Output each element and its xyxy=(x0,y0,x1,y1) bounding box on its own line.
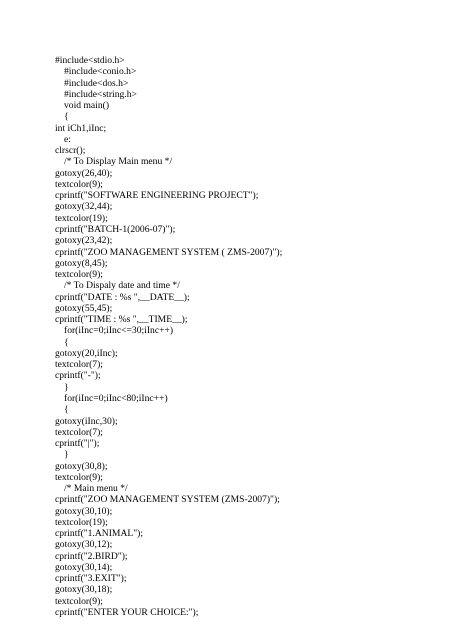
code-line: cprintf("ENTER YOUR CHOICE:"); xyxy=(55,607,199,619)
code-line: cprintf("BATCH-1(2006-07)"); xyxy=(55,223,176,235)
code-line: cprintf("SOFTWARE ENGINEERING PROJECT"); xyxy=(55,190,259,202)
code-line: cprintf("TIME : %s ",__TIME__); xyxy=(55,314,188,326)
source-code-listing xyxy=(0,55,453,618)
code-line: for(iInc=0;iInc<80;iInc++) xyxy=(64,392,168,404)
code-line: /* Main menu */ xyxy=(64,483,128,495)
code-line: cprintf("3.EXIT"); xyxy=(55,573,127,585)
code-line: void main() xyxy=(64,100,110,112)
code-line: cprintf("2.BIRD"); xyxy=(55,550,128,562)
code-line: textcolor(7); xyxy=(55,359,103,371)
code-line: textcolor(9); xyxy=(55,471,103,483)
code-line: { xyxy=(64,336,69,348)
code-line: #include<stdio.h> xyxy=(55,55,125,66)
code-line: { xyxy=(64,404,69,416)
code-line: cprintf("ZOO MANAGEMENT SYSTEM (ZMS-2007)"); xyxy=(55,494,280,506)
code-line: gotoxy(30,18); xyxy=(55,584,113,596)
code-line: cprintf("|"); xyxy=(55,438,100,450)
code-line: gotoxy(30,10); xyxy=(55,505,113,517)
code-line: textcolor(9); xyxy=(55,595,103,607)
code-line: gotoxy(32,44); xyxy=(55,201,113,213)
code-line: cprintf("ZOO MANAGEMENT SYSTEM ( ZMS-2007)"); xyxy=(55,246,283,258)
code-line: gotoxy(8,45); xyxy=(55,257,108,269)
code-line: cprintf("-"); xyxy=(55,370,101,382)
code-line: gotoxy(30,12); xyxy=(55,539,113,551)
code-line: /* To Display Main menu */ xyxy=(64,156,173,168)
code-line: } xyxy=(64,449,69,461)
code-line: gotoxy(iInc,30); xyxy=(55,415,118,427)
code-line: gotoxy(30,8); xyxy=(55,460,108,472)
code-line: #include<dos.h> xyxy=(64,77,129,89)
code-line: } xyxy=(64,381,69,393)
code-line: textcolor(7); xyxy=(55,426,103,438)
code-line: textcolor(9); xyxy=(55,269,103,281)
code-line: #include<string.h> xyxy=(64,88,137,100)
code-line: textcolor(19); xyxy=(55,212,108,224)
code-line: gotoxy(26,40); xyxy=(55,167,113,179)
code-line: gotoxy(55,45); xyxy=(55,302,113,314)
code-line: gotoxy(23,42); xyxy=(55,235,113,247)
code-line: textcolor(19); xyxy=(55,516,108,528)
code-line: for(iInc=0;iInc<=30;iInc++) xyxy=(64,325,174,337)
code-line: cprintf("1.ANIMAL"); xyxy=(55,528,144,540)
code-line: textcolor(9); xyxy=(55,178,103,190)
code-line: { xyxy=(64,111,69,123)
code-line: int iCh1,iInc; xyxy=(55,122,107,134)
code-line: #include<conio.h> xyxy=(64,66,137,78)
code-line: gotoxy(20,iInc); xyxy=(55,347,118,359)
code-line: cprintf("DATE : %s ",__DATE__); xyxy=(55,291,190,303)
code-line: clrscr(); xyxy=(55,145,86,157)
code-line: gotoxy(30,14); xyxy=(55,561,113,573)
code-line: /* To Dispaly date and time */ xyxy=(64,280,180,292)
code-line: e: xyxy=(64,133,71,145)
